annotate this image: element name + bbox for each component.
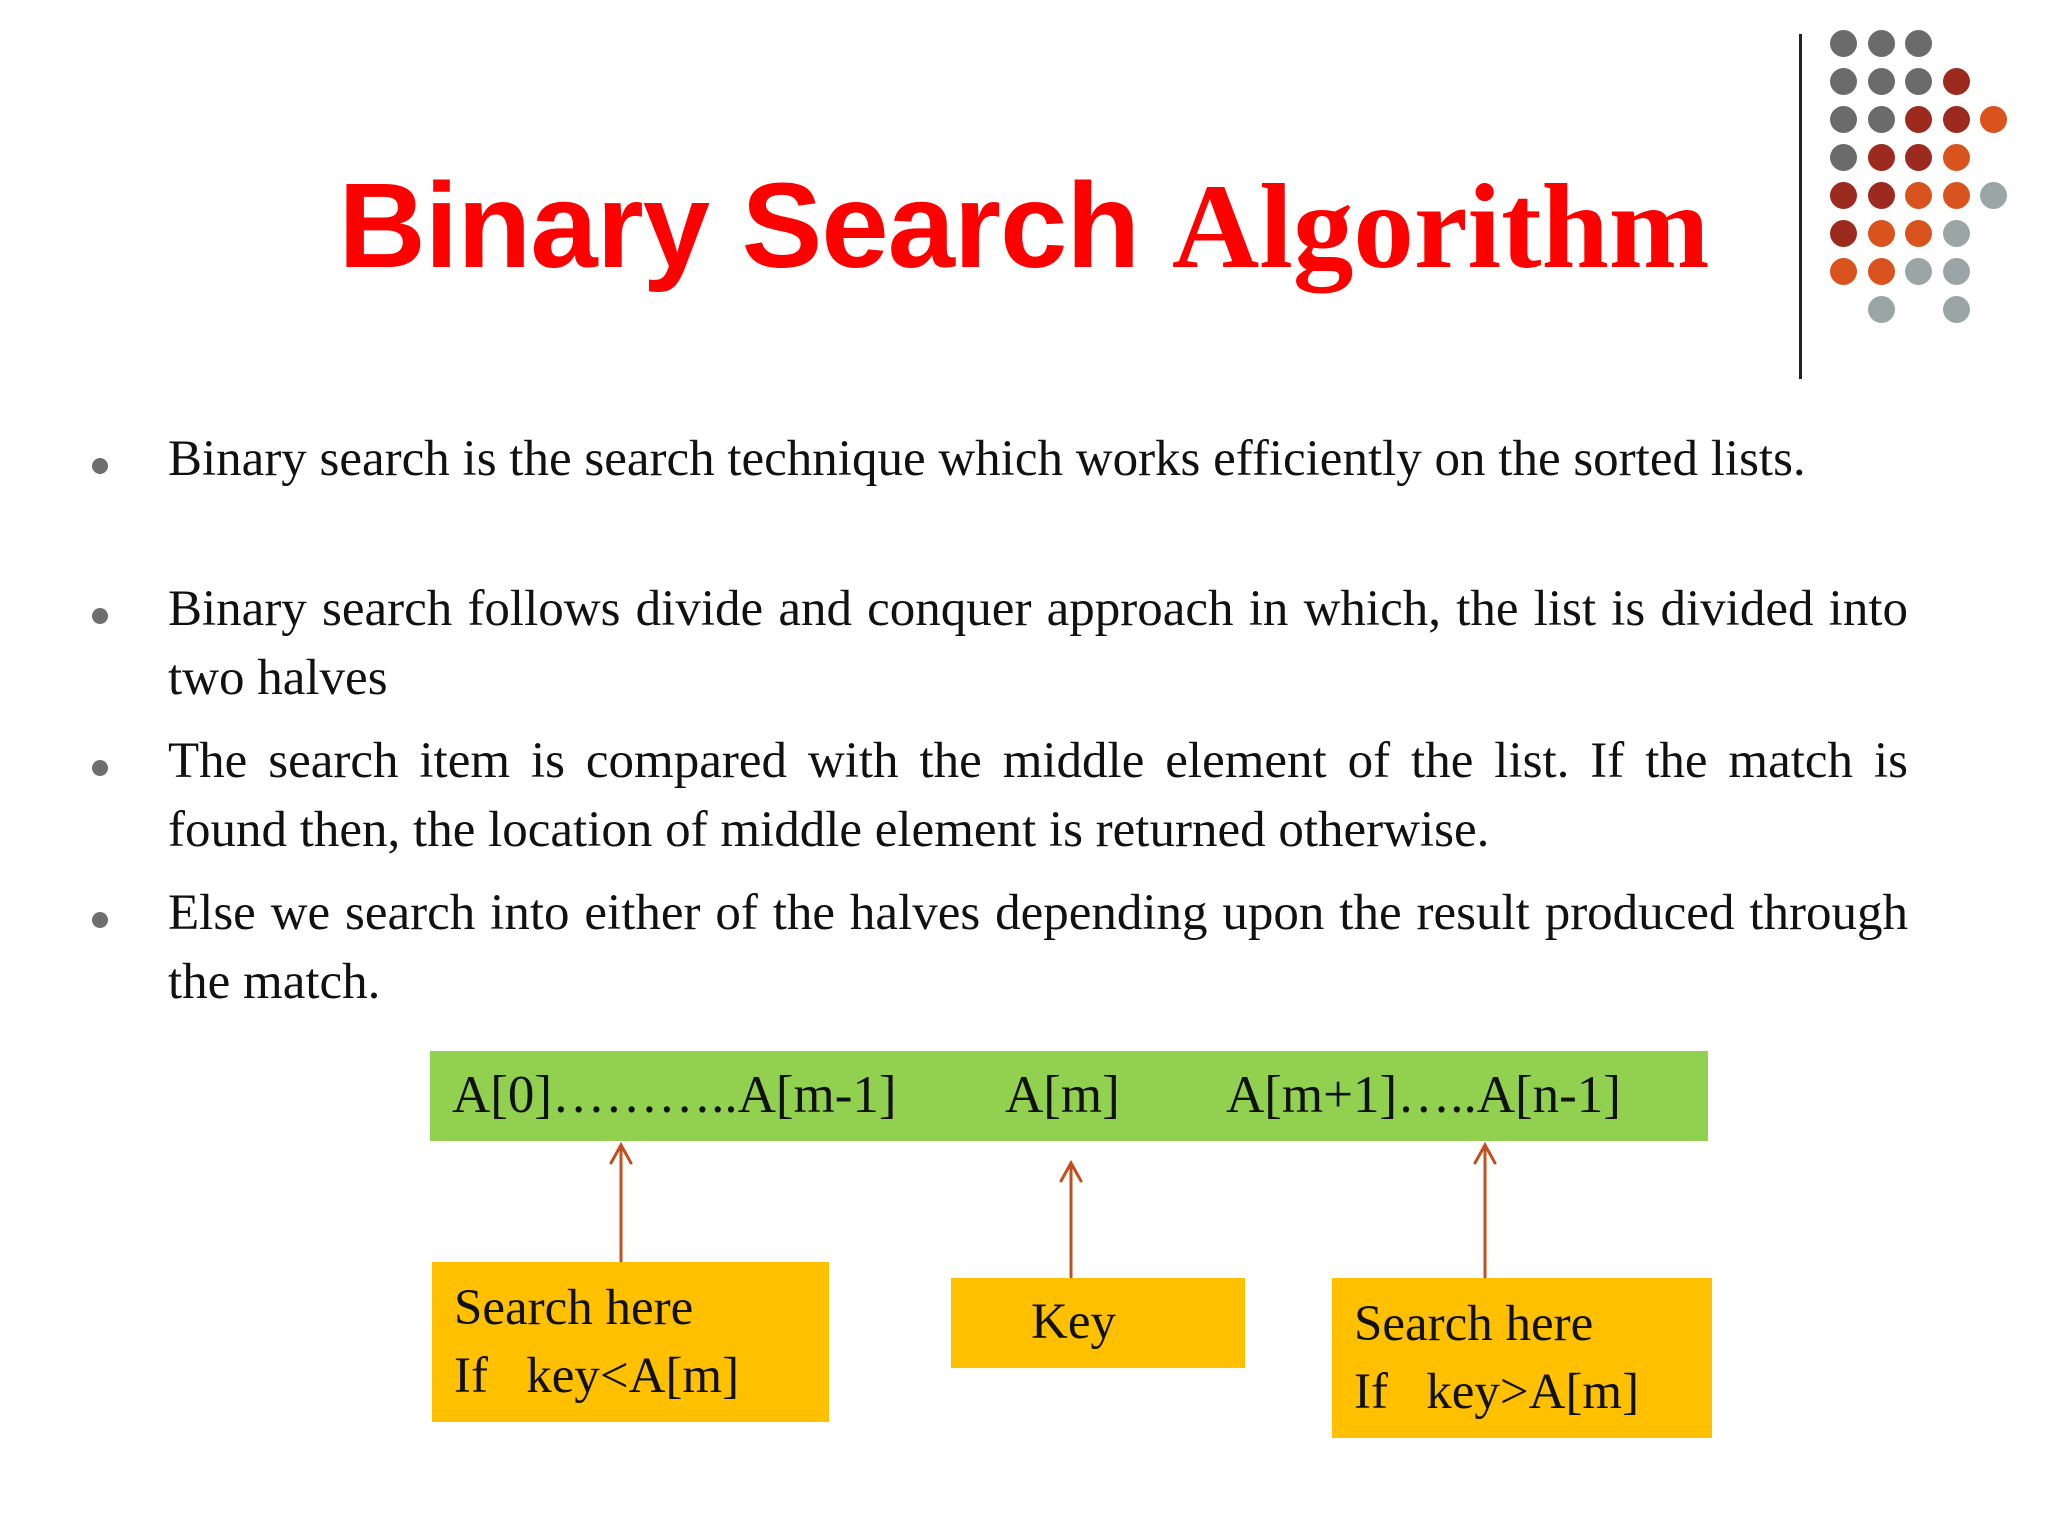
bullet-marker (92, 608, 108, 624)
key-box-label: Key (1031, 1294, 1116, 1350)
bullet-text-1: Binary search is the search technique which works efficiently on the sorted lists. (168, 431, 1806, 487)
title-part-2: Algorithm (1171, 160, 1710, 294)
arrow-up-icon (1475, 1145, 1495, 1278)
title-part-1: Binary Search (338, 157, 1172, 293)
left-box-line-1: Search here (454, 1280, 694, 1336)
arrow-up-icon (611, 1145, 631, 1262)
right-search-box (1332, 1278, 1712, 1438)
right-box-line-2: If key>A[m] (1354, 1364, 1640, 1420)
bullet-marker (92, 760, 108, 776)
left-box-line-2: If key<A[m] (454, 1348, 740, 1404)
bullet-text-2: Binary search follows divide and conquer approach in which, the list is divided into two halves (168, 581, 1908, 706)
array-bar (430, 1051, 1708, 1141)
bullet-text-4: Else we search into either of the halves depending upon the result produced through the match. (168, 885, 1908, 1010)
bullet-text-3: The search item is compared with the middle element of the list. If the match is found then, the location of middle element is returned otherwise. (168, 733, 1908, 858)
left-search-box (432, 1262, 829, 1422)
array-left-range: A[0]………..A[m-1] (452, 1066, 897, 1124)
array-middle-element: A[m] (1005, 1066, 1120, 1124)
array-right-range: A[m+1]…..A[n-1] (1226, 1066, 1621, 1124)
right-box-line-1: Search here (1354, 1296, 1594, 1352)
key-box (951, 1278, 1245, 1368)
arrow-up-icon (1061, 1163, 1081, 1278)
bullet-marker (92, 912, 108, 928)
bullet-marker (92, 458, 108, 474)
